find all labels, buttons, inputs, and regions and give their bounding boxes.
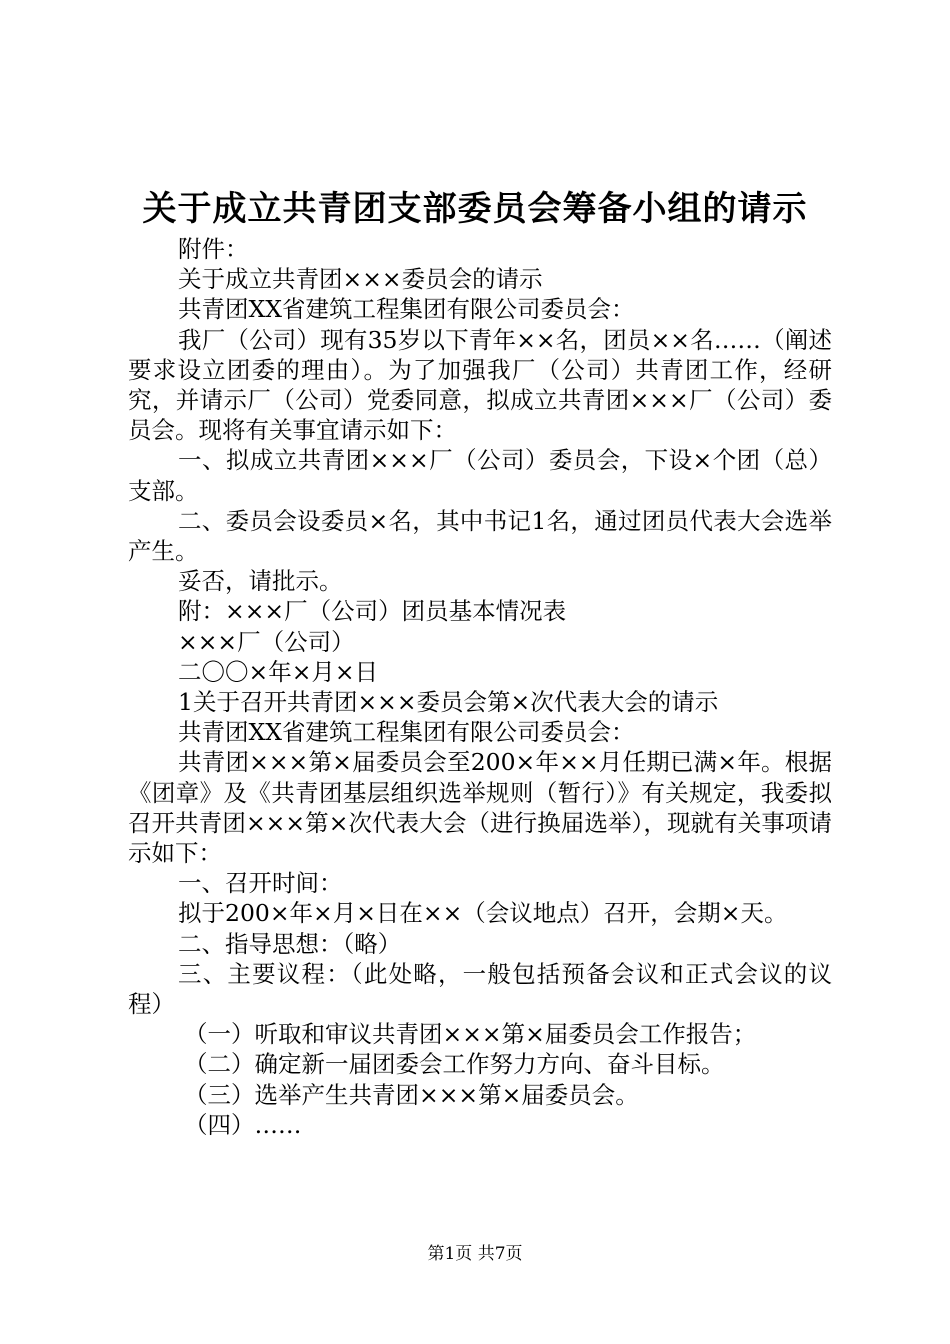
paragraph-appendix: 附：×××厂（公司）团员基本情况表 bbox=[178, 597, 567, 626]
paragraph-meeting-date: 拟于200×年×月×日在××（会议地点）召开，会期×天。 bbox=[178, 899, 788, 928]
paragraph-section-time: 一、召开时间： bbox=[178, 869, 343, 898]
paragraph-signatory: ×××厂（公司） bbox=[178, 627, 355, 656]
paragraph-section-agenda: 三、主要议程：（此处略，一般包括预备会议和正式会议的议程） bbox=[128, 959, 832, 1019]
paragraph-agenda-item-4: （四）…… bbox=[184, 1110, 302, 1139]
paragraph-attachment-label: 附件： bbox=[178, 235, 249, 263]
paragraph-addressee-2: 共青团XX省建筑工程集团有限公司委员会： bbox=[178, 718, 635, 747]
paragraph-agenda-item-1: （一）听取和审议共青团×××第×届委员会工作报告； bbox=[184, 1020, 757, 1049]
paragraph-date: 二〇〇×年×月×日 bbox=[178, 657, 379, 686]
paragraph-agenda-item-2: （二）确定新一届团委会工作努力方向、奋斗目标。 bbox=[184, 1050, 725, 1079]
paragraph-agenda-item-3: （三）选举产生共青团×××第×届委员会。 bbox=[184, 1080, 639, 1109]
page-number-footer: 第1页 共7页 bbox=[427, 1244, 523, 1264]
paragraph-item-2: 二、委员会设委员×名，其中书记1名，通过团员代表大会选举产生。 bbox=[128, 506, 832, 566]
paragraph-approval-request: 妥否，请批示。 bbox=[178, 567, 343, 596]
paragraph-item-1: 一、拟成立共青团×××厂（公司）委员会，下设×个团（总）支部。 bbox=[128, 446, 832, 505]
document-body bbox=[128, 234, 832, 1140]
paragraph-addressee-1: 共青团XX省建筑工程集团有限公司委员会： bbox=[178, 295, 635, 324]
paragraph-section-guideline: 二、指导思想：（略） bbox=[178, 929, 402, 958]
paragraph-request-title-2: 1关于召开共青团×××委员会第×次代表大会的请示 bbox=[178, 688, 719, 717]
document-title: 关于成立共青团支部委员会筹备小组的请示 bbox=[142, 189, 808, 229]
paragraph-request-title-1: 关于成立共青团×××委员会的请示 bbox=[178, 265, 543, 294]
paragraph-reason: 我厂（公司）现有35岁以下青年××名，团员××名……（阐述要求设立团委的理由）。为了加强我厂（公司）共青团工作，经研究，并请示厂（公司）党委同意，拟成立共青团×××厂（公司）委员会。现将有关事宜请示如下： bbox=[128, 325, 832, 445]
paragraph-term-expired: 共青团×××第×届委员会至200×年××月任期已满×年。根据《团章》及《共青团基层组织选举规则（暂行）》有关规定，我委拟召开共青团×××第×次代表大会（进行换届选举），现就有关事项请示如下： bbox=[128, 748, 832, 868]
